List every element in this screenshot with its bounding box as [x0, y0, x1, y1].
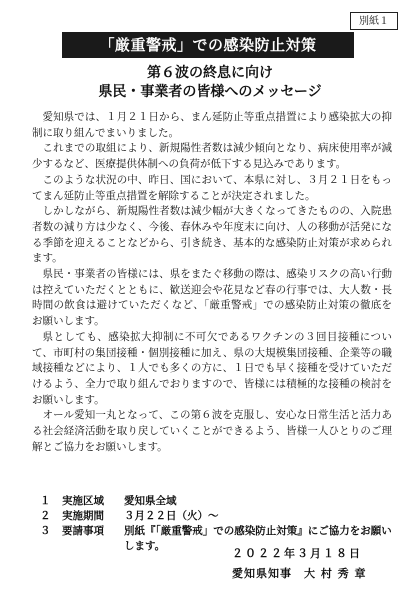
attachment-tag: 別紙１: [350, 12, 398, 30]
item-number: １: [40, 495, 51, 507]
document-date: ２０２２年３月１８日: [232, 547, 362, 560]
item-label: 実施期間: [62, 510, 104, 522]
item-number: ２: [40, 510, 51, 522]
title-line-1: 第６波の終息に向け: [147, 65, 273, 81]
message-body: [32, 110, 392, 455]
request-item: [40, 509, 400, 524]
item-number: ３: [40, 525, 51, 537]
document-banner: 「厳重警戒」での感染防止対策: [62, 32, 354, 58]
item-value: 別紙『「厳重警戒」での感染防止対策』にご協力をお願いします。: [124, 525, 392, 552]
signatory: 愛知県知事 大 村 秀 章: [232, 567, 367, 580]
request-item: [40, 494, 400, 509]
paragraph: オール愛知一丸となって、この第６波を克服し、安心な日常生活と活力ある社会経済活動を取り戻していくことができるよう、皆様一人ひとりのご理解とご協力をお願いします。: [32, 409, 392, 453]
paragraph: 県民・事業者の皆様には、県をまたぐ移動の際は、感染リスクの高い行動は控えていただくとともに、歓送迎会や花見など春の行事では、大人数・長時間の飲食は避けていただくなど、「厳重警戒」での感染防止対策の徹底をお願いします。: [32, 268, 392, 328]
item-value: ３月２２日（火）～: [124, 510, 219, 522]
item-label: 要請事項: [62, 525, 104, 537]
title-line-2: 県民・事業者の皆様へのメッセージ: [98, 84, 322, 100]
paragraph: これまでの取組により、新規陽性者数は減少傾向となり、病床使用率が減少するなど、医療提供体制への負荷が低下する見込みであります。: [32, 142, 392, 171]
paragraph: 愛知県では、１月２１日から、まん延防止等重点措置により感染拡大の抑制に取り組んでまいりました。: [32, 111, 392, 139]
paragraph: このような状況の中、昨日、国において、本県に対し、３月２１日をもってまん延防止等重点措置を解除することが決定されました。: [32, 173, 392, 202]
paragraph: しかしながら、新規陽性者数は減少幅が大きくなってきたものの、入院患者数の減り方は少なく、今後、春休みや年度末に向け、人の移動が活発になる季節を迎えることなどから、引き続き、基本的な感染防止対策が求められます。: [32, 205, 392, 265]
item-value: 愛知県全域: [124, 495, 177, 507]
paragraph: 県としても、感染拡大抑制に不可欠であるワクチンの３回目接種について、市町村の集団接種・個別接種に加え、県の大規模集団接種、企業等の職域接種などにより、１人でも多くの方に、１日でも早く接種を受けていただけるよう、全力で取り組んでおりますので、皆様には積極的な接種の検討をお願いします。: [32, 330, 392, 406]
item-label: 実施区域: [62, 495, 104, 507]
